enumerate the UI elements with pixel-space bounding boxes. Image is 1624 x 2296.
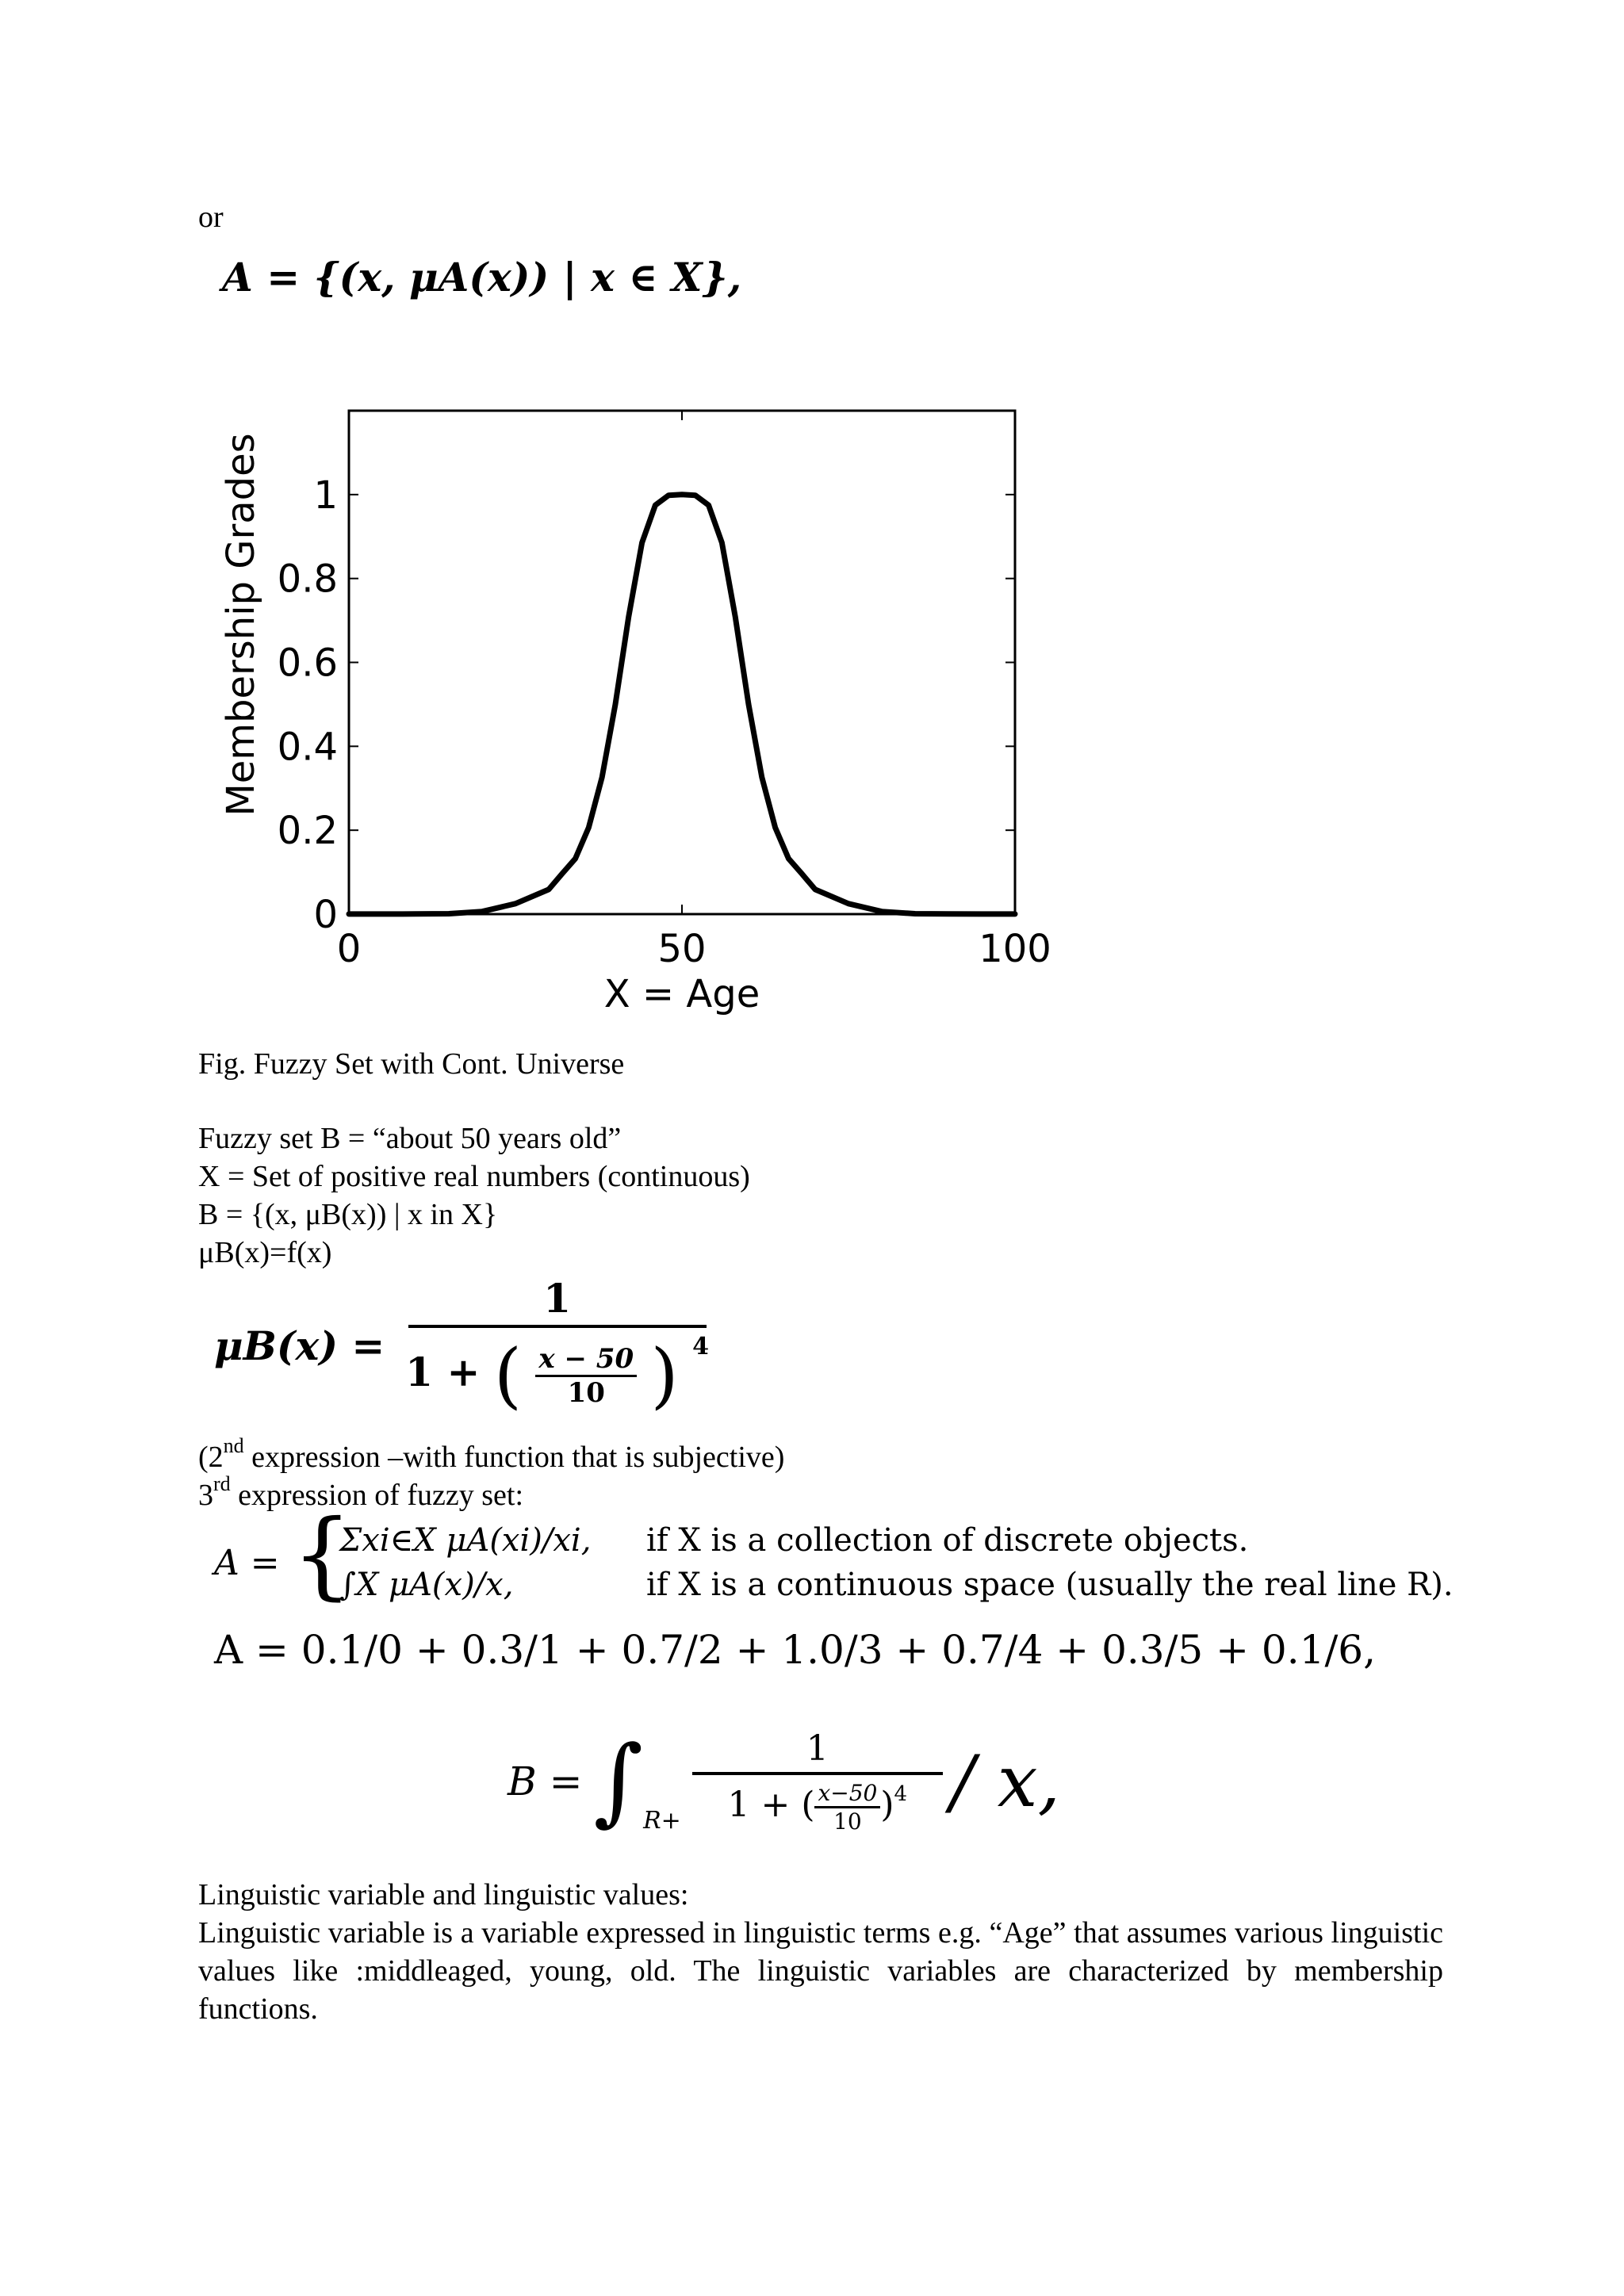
equation-muB-fraction (399, 1275, 715, 1418)
equation-muB-inner-fraction (535, 1343, 637, 1409)
text-line-1: Fuzzy set B = “about 50 years old” (198, 1122, 622, 1155)
y-tick-label: 0.4 (277, 725, 338, 770)
equation-muB-denominator: 1 + ( $\frac{x - 50}{10}$ ) $^4$ (405, 1333, 709, 1418)
text-line-4: μB(x)=f(x) (198, 1236, 332, 1269)
y-axis-label: Membership Grades (219, 433, 263, 817)
equation-muB (214, 1275, 715, 1418)
linguistic-paragraph: Linguistic variable is a variable expressed in linguistic terms e.g. “Age” that assumes various linguistic values like :middleaged, young, old. The linguistic variables are characterized by membership functions. (198, 1916, 1443, 2026)
text-line-2: X = Set of positive real numbers (continuous) (198, 1160, 750, 1193)
equation-case1-expr: Σxi∈X μA(xi)/xi, (339, 1522, 592, 1559)
equation-cases-lhs: A = (214, 1543, 280, 1583)
y-tick-label: 0 (313, 893, 338, 937)
integral-exponent: 4 (894, 1782, 908, 1806)
equation-muB-lhs: μB(x) = (214, 1322, 385, 1370)
y-tick-label: 0.6 (277, 641, 338, 686)
y-tick-label: 1 (313, 473, 338, 518)
equation-case1-condition: if X is a collection of discrete objects. (646, 1522, 1249, 1559)
y-tick-label: 0.2 (277, 809, 338, 854)
chart-ticks (278, 411, 1051, 971)
third-expression-note (198, 1465, 523, 1514)
integral-subscript: R+ (643, 1807, 681, 1835)
equation-muB-inner-den: 10 (567, 1376, 605, 1409)
third-expr-sup: rd (213, 1472, 231, 1495)
plot-frame (349, 411, 1015, 914)
equation-integral-fraction (692, 1728, 943, 1835)
integral-sign: ∫ (593, 1726, 644, 1836)
integral-inner-fraction (814, 1780, 880, 1835)
x-tick-label: 0 (336, 927, 362, 971)
linguistic-heading: Linguistic variable and linguistic values: (198, 1878, 689, 1911)
chart-series (349, 495, 1015, 914)
equation-integral-denominator (721, 1775, 914, 1835)
equation-case2-condition: if X is a continuous space (usually the real line R). (646, 1567, 1454, 1603)
equation-muB-inner-num: x − 50 (535, 1343, 637, 1377)
equation-integral-lhs: B = (508, 1758, 583, 1804)
intro-word: or (198, 201, 224, 234)
x-axis-label: X = Age (603, 972, 760, 1016)
integral-inner-num: x−50 (814, 1780, 880, 1808)
equation-cases-brace: { (292, 1500, 353, 1610)
second-expr-rest: expression –with function that is subjective) (243, 1441, 785, 1474)
chart-axes (349, 411, 1015, 914)
integral-den-prefix: 1 + ( (727, 1785, 815, 1825)
equation-muB-den-prefix: 1 + (405, 1349, 481, 1395)
figure-caption: Fig. Fuzzy Set with Cont. Universe (198, 1047, 625, 1081)
membership-chart (214, 381, 1071, 1031)
y-tick-label: 0.8 (277, 557, 338, 602)
x-tick-label: 50 (657, 927, 707, 971)
integral-den-suffix: ) (880, 1785, 894, 1825)
equation-muB-exponent: 4 (692, 1333, 709, 1360)
x-tick-label: 100 (979, 927, 1051, 971)
equation-case2-expr: ∫X μA(x)/x, (339, 1567, 514, 1603)
equation-cases (214, 1500, 1459, 1616)
third-expr-rest: expression of fuzzy set: (230, 1479, 524, 1512)
equation-integral-B (508, 1728, 1060, 1835)
equation-integral-numerator: 1 (692, 1728, 943, 1775)
second-expr-prefix: (2 (198, 1441, 224, 1474)
second-expr-sup: nd (223, 1434, 244, 1457)
text-line-3: B = {(x, μB(x)) | x in X} (198, 1198, 498, 1231)
equation-muB-numerator: 1 (408, 1275, 707, 1328)
integral-inner-den: 10 (833, 1808, 862, 1835)
membership-curve (349, 495, 1015, 914)
equation-fuzzy-set-pairs: A = {(x, μA(x)) | x ∈ X}, (222, 254, 742, 300)
third-expr-prefix: 3 (198, 1479, 213, 1512)
equation-discrete-example: A = 0.1/0 + 0.3/1 + 0.7/2 + 1.0/3 + 0.7/4 + 0.3/5 + 0.1/6, (214, 1627, 1376, 1673)
integral-tail: / x, (950, 1739, 1061, 1823)
